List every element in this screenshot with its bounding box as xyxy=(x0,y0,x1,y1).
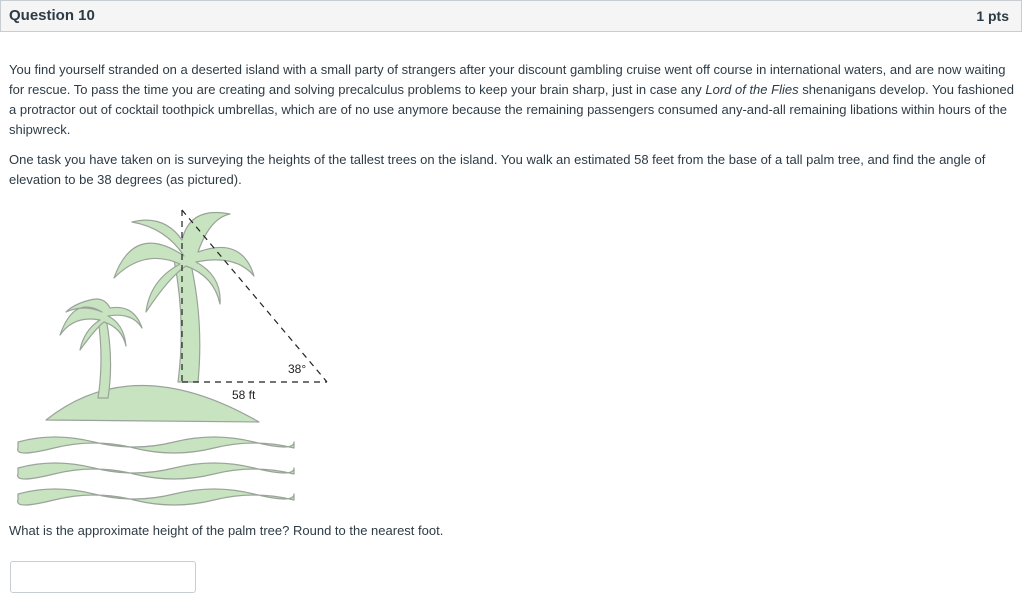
island-scene xyxy=(18,212,294,505)
palm-tree-diagram xyxy=(14,200,334,510)
triangle-lines xyxy=(182,210,327,382)
line-of-sight xyxy=(182,210,327,382)
question-title: Question 10 xyxy=(9,7,95,24)
paragraph-1-text-start: You find yourself stranded on a deserted island with a small party of strangers after your discount gambling cruise went off course in international waters, and are now waiting for rescue. To pass the time you are creating and solving precalculus problems to keep your brain sharp, just in case any xyxy=(9,62,1006,97)
question-points: 1 pts xyxy=(976,8,1009,24)
wave-1 xyxy=(18,437,294,453)
small-palm-trunk xyxy=(98,318,111,398)
question-paragraph-1 xyxy=(9,60,1014,140)
island xyxy=(46,385,259,422)
question-paragraph-2: One task you have taken on is surveying the heights of the tallest trees on the island. You walk an estimated 58 feet from the base of a tall palm tree, and find the angle of elevation to be 38 degrees (as pictured). xyxy=(9,152,986,187)
answer-input[interactable] xyxy=(10,561,196,593)
wave-2 xyxy=(18,463,294,479)
wave-3 xyxy=(18,489,294,505)
question-header xyxy=(0,0,1022,32)
question-prompt: What is the approximate height of the palm tree? Round to the nearest foot. xyxy=(9,523,444,538)
tall-palm-trunk xyxy=(174,260,200,382)
angle-label: 38° xyxy=(288,362,307,376)
book-title: Lord of the Flies xyxy=(705,82,799,97)
distance-label: 58 ft xyxy=(232,388,256,402)
paragraph-1-text-end: shenanigans develop. You fashioned a protractor out of cocktail toothpick umbrellas, which are of no use anymore because the remaining passengers consumed any-and-all remaining libations within hours of the shipwreck. xyxy=(9,82,1014,137)
question-body xyxy=(9,60,1014,200)
